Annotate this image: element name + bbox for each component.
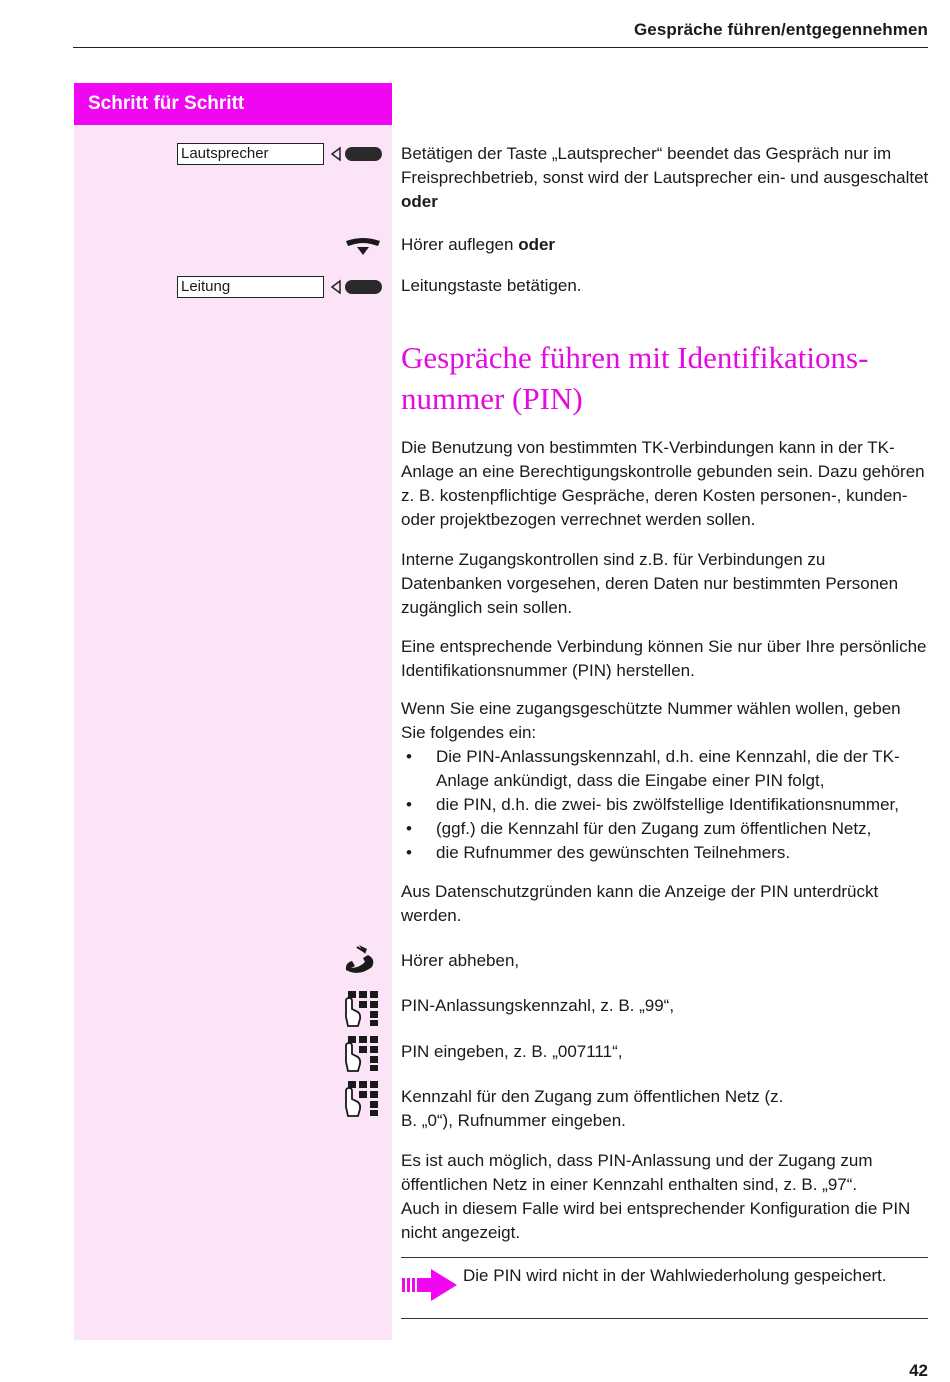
hangup-step-text: Hörer auflegen oder xyxy=(401,235,556,254)
step-text-hoerer-abheben: Hörer abheben, xyxy=(401,951,520,970)
note-bottom-rule xyxy=(401,1318,928,1319)
paragraph-tk-verbindungen: Die Benutzung von bestimmten TK-Verbindungen kann in der TK-Anlage an eine Berechtigungskontrolle gebunden sein. Dazu gehören z. B. kostenpflichtige Gespräche, deren Kosten personen-, kunden- oder projektbezogen verrechnet werden sollen. xyxy=(401,438,925,529)
note-top-rule xyxy=(401,1257,928,1258)
list-item: • die PIN, d.h. die zwei- bis zwölfstellige Identifikationsnummer, xyxy=(401,793,929,817)
function-key-icon xyxy=(329,277,383,297)
paragraph-datenschutz: Aus Datenschutzgründen kann die Anzeige der PIN unterdrückt werden. xyxy=(401,882,879,925)
list-item: • (ggf.) die Kennzahl für den Zugang zum öffentlichen Netz, xyxy=(401,817,929,841)
step-column xyxy=(74,83,392,1340)
page-number: 42 xyxy=(909,1361,928,1380)
step-column-title: Schritt für Schritt xyxy=(74,83,392,125)
function-key-icon xyxy=(329,144,383,164)
paragraph-eingabe: Wenn Sie eine zugangsgeschützte Nummer wählen wollen, geben Sie folgendes ein: xyxy=(401,699,901,742)
note-text: Die PIN wird nicht in der Wahlwiederholung gespeichert. xyxy=(463,1266,887,1285)
header-divider xyxy=(73,47,928,48)
lautsprecher-key-label: Lautsprecher xyxy=(177,143,324,165)
handset-down-icon xyxy=(343,234,383,258)
list-item: • die Rufnummer des gewünschten Teilnehmers. xyxy=(401,841,929,865)
list-item: • Die PIN-Anlassungskennzahl, d.h. eine Kennzahl, die der TK-Anlage ankündigt, dass die Eingabe einer PIN folgt, xyxy=(401,745,929,793)
note-arrow-icon xyxy=(401,1267,459,1303)
leitung-step-text: Leitungstaste betätigen. xyxy=(401,276,582,295)
step-text-anlassungskennzahl: PIN-Anlassungskennzahl, z. B. „99“, xyxy=(401,996,675,1015)
page-header-title: Gespräche führen/entgegennehmen xyxy=(633,20,928,39)
section-heading: Gespräche führen mit Identifikations-nummer (PIN) xyxy=(401,340,869,416)
keypad-icon xyxy=(343,1079,381,1117)
handset-lift-icon xyxy=(343,945,383,975)
paragraph-kombinierte-kennzahl: Es ist auch möglich, dass PIN-Anlassung und der Zugang zum öffentlichen Netz in einer Kennzahl enthalten sind, z. B. „97“. Auch in diesem Falle wird bei entsprechender Konfiguration die PIN nicht angezeigt. xyxy=(401,1151,911,1242)
leitung-key-label: Leitung xyxy=(177,276,324,298)
input-sequence-list xyxy=(401,745,929,865)
paragraph-verbindung-pin: Eine entsprechende Verbindung können Sie nur über Ihre persönliche Identifikationsnummer (PIN) herstellen. xyxy=(401,637,927,680)
step-text-kennzahl-netz: Kennzahl für den Zugang zum öffentlichen Netz (z. B. „0“), Rufnummer eingeben. xyxy=(401,1087,784,1130)
paragraph-zugangskontrollen: Interne Zugangskontrollen sind z.B. für Verbindungen zu Datenbanken vorgesehen, deren Daten nur bestimmten Personen zugänglich sein sollen. xyxy=(401,550,899,617)
keypad-icon xyxy=(343,1034,381,1072)
lautsprecher-step-text: Betätigen der Taste „Lautsprecher“ beendet das Gespräch nur im Freisprechbetrieb, sonst wird der Lautsprecher ein- und ausgeschaltet oder xyxy=(401,144,929,211)
step-text-pin-eingeben: PIN eingeben, z. B. „007111“, xyxy=(401,1042,623,1061)
keypad-icon xyxy=(343,989,381,1027)
